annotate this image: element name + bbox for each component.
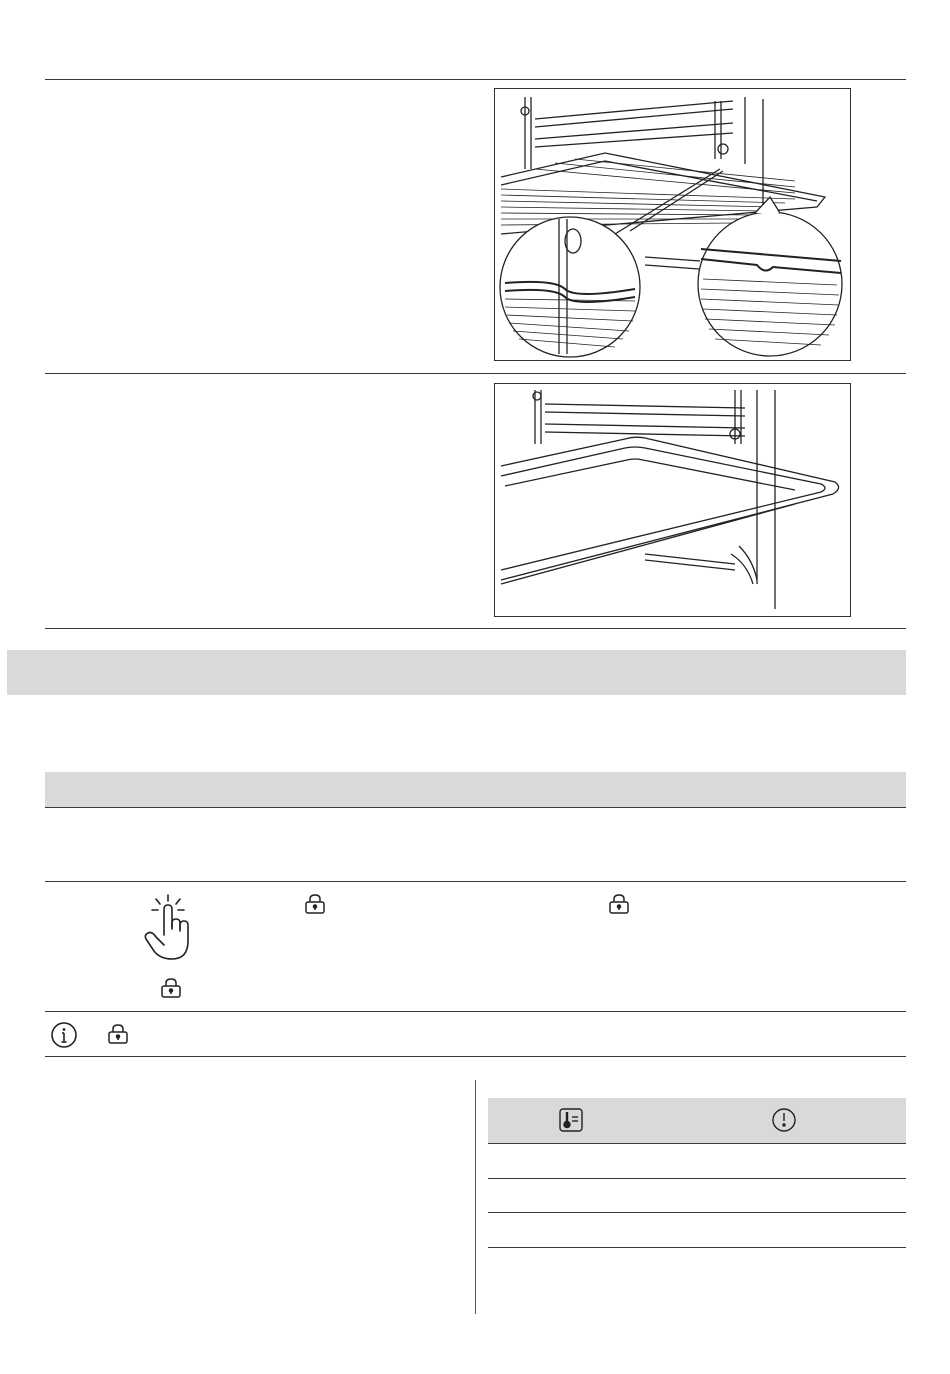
column-divider (475, 1080, 476, 1314)
section-end-rule (45, 628, 906, 629)
table-end-rule (45, 1056, 906, 1057)
right-table-row-rule-2 (488, 1212, 906, 1213)
lock-icon (160, 977, 182, 1004)
right-table-header-rule (488, 1143, 906, 1144)
finger-touch-icon (140, 893, 196, 968)
clock-icon (771, 1107, 797, 1138)
lock-icon (107, 1023, 129, 1050)
section-header-band (7, 650, 906, 695)
middle-rule (45, 373, 906, 374)
info-icon (50, 1021, 78, 1054)
lock-icon (304, 893, 326, 920)
oven-wire-shelf-illustration (494, 88, 851, 361)
temperature-icon (558, 1107, 584, 1138)
table-header-bottom-rule (45, 807, 906, 808)
right-table-header-band (488, 1098, 906, 1143)
oven-baking-tray-illustration (494, 383, 851, 617)
table-header-band (45, 772, 906, 807)
right-table-row-rule-3 (488, 1247, 906, 1248)
lock-icon (608, 893, 630, 920)
top-rule (45, 79, 906, 80)
right-table-row-rule-1 (488, 1178, 906, 1179)
table-row-rule-2 (45, 1011, 906, 1012)
table-row-rule-1 (45, 881, 906, 882)
